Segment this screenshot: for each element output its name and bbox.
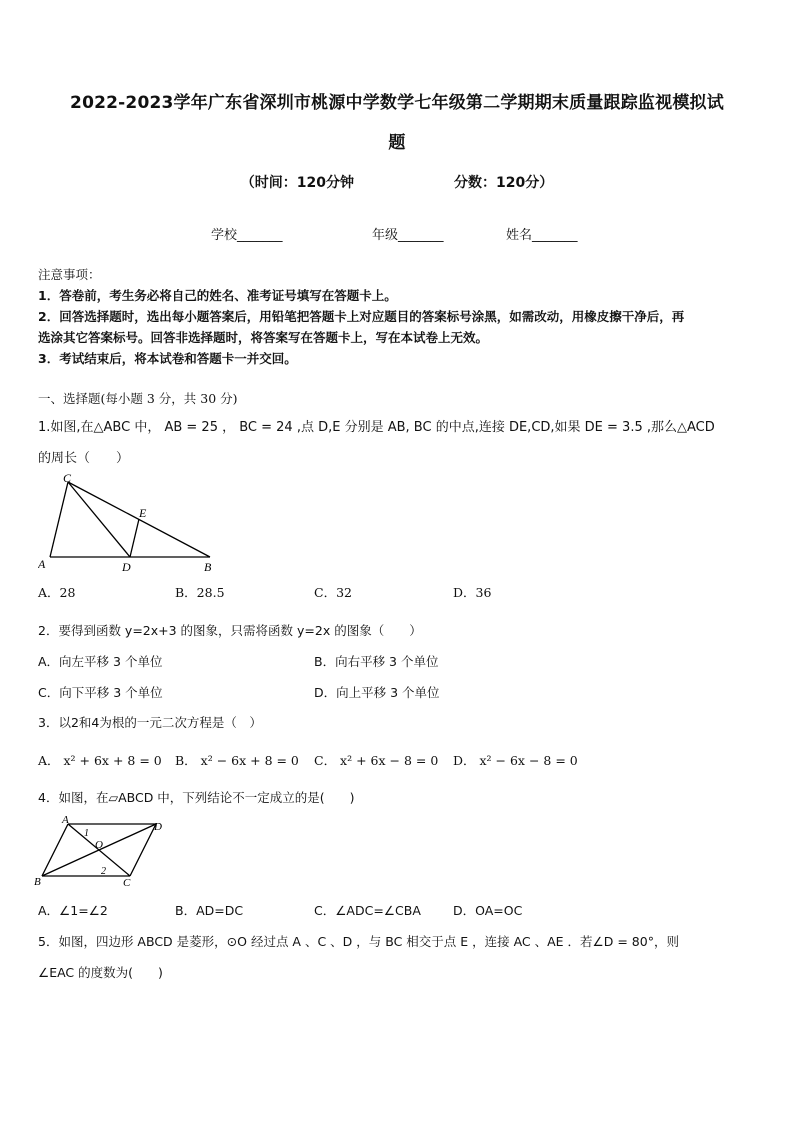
- segment-ac: [50, 482, 68, 557]
- q3-option-a[interactable]: A． x² + 6x + 8 = 0: [38, 753, 162, 768]
- label-a: A: [38, 557, 46, 571]
- q1-triangle-figure: [38, 470, 228, 575]
- q1-stem-line2: 的周长（ ）: [38, 451, 130, 466]
- label-e: E: [139, 506, 147, 520]
- q4-option-a[interactable]: A．∠1=∠2: [38, 903, 108, 918]
- q1-option-c[interactable]: C．32: [314, 585, 352, 600]
- label-c: C: [123, 877, 131, 889]
- q5-stem-line1: 5．如图，四边形 ABCD 是菱形，⊙O 经过点 A 、C 、D ，与 BC 相交于点 E ，连接 AC 、AE ．若∠D = 80°，则: [38, 934, 679, 949]
- segment-ab: [42, 824, 68, 876]
- q4-option-d[interactable]: D．OA=OC: [453, 903, 523, 918]
- q2-option-c[interactable]: C．向下平移 3 个单位: [38, 685, 163, 700]
- note-2-line1: 2．回答选择题时，选出每小题答案后，用铅笔把答题卡上对应题目的答案标号涂黑，如需改动，用橡皮擦干净后，再: [38, 309, 685, 324]
- q4-option-c[interactable]: C．∠ADC=∠CBA: [314, 903, 421, 918]
- section-1-heading: 一、选择题(每小题 3 分，共 30 分): [38, 391, 238, 406]
- total-score: 分数：120分）: [454, 175, 554, 191]
- q4-parallelogram-figure: [34, 812, 174, 892]
- label-a: A: [62, 814, 69, 826]
- label-b: B: [34, 876, 41, 888]
- time-limit: （时间：120分钟: [240, 175, 354, 191]
- note-3: 3．考试结束后，将本试卷和答题卡一并交回。: [38, 351, 297, 366]
- segment-de: [130, 519, 139, 557]
- grade-field: 年级_______: [372, 228, 444, 243]
- q4-stem: 4．如图，在▱ABCD 中，下列结论不一定成立的是( ): [38, 790, 355, 805]
- q2-stem: 2．要得到函数 y=2x+3 的图象，只需将函数 y=2x 的图象（ ）: [38, 623, 422, 638]
- note-2-line2: 选涂其它答案标号。回答非选择题时，将答案写在答题卡上，写在本试卷上无效。: [38, 330, 489, 345]
- q3-option-b[interactable]: B． x² − 6x + 8 = 0: [175, 753, 299, 768]
- exam-title-line1: 2022-2023学年广东省深圳市桃源中学数学七年级第二学期期末质量跟踪监视模拟试: [70, 93, 724, 113]
- q1-stem-line1: 1.如图,在△ABC 中， AB = 25 ， BC = 24 ,点 D,E 分别是 AB, BC 的中点,连接 DE,CD,如果 DE = 3.5 ,那么△ACD: [38, 420, 715, 435]
- q2-option-b[interactable]: B．向右平移 3 个单位: [314, 654, 439, 669]
- q1-option-a[interactable]: A．28: [38, 585, 76, 600]
- exam-subtitle: [0, 172, 794, 192]
- q3-option-d[interactable]: D． x² − 6x − 8 = 0: [453, 753, 578, 768]
- name-field: 姓名_______: [506, 228, 578, 243]
- label-c: C: [63, 471, 72, 485]
- angle-2-label: 2: [101, 866, 106, 877]
- label-b: B: [204, 560, 212, 574]
- notes-heading: 注意事项：: [38, 267, 101, 282]
- label-d: D: [122, 560, 131, 574]
- note-1: 1．答卷前，考生务必将自己的姓名、准考证号填写在答题卡上。: [38, 288, 397, 303]
- q4-option-b[interactable]: B．AD=DC: [175, 903, 244, 918]
- segment-cd: [68, 482, 130, 557]
- segment-dc: [130, 824, 156, 876]
- q3-stem: 3．以2和4为根的一元二次方程是（ ）: [38, 715, 262, 730]
- q1-option-b[interactable]: B．28.5: [175, 585, 225, 600]
- angle-1-label: 1: [84, 828, 89, 839]
- q3-option-c[interactable]: C． x² + 6x − 8 = 0: [314, 753, 439, 768]
- label-o: O: [95, 839, 103, 851]
- q1-option-d[interactable]: D．36: [453, 585, 492, 600]
- exam-title-line2: 题: [388, 133, 406, 153]
- q5-stem-line2: ∠EAC 的度数为( ): [38, 965, 163, 980]
- q2-option-a[interactable]: A．向左平移 3 个单位: [38, 654, 163, 669]
- label-d: D: [154, 821, 162, 833]
- q2-option-d[interactable]: D．向上平移 3 个单位: [314, 685, 440, 700]
- school-field: 学校_______: [211, 228, 283, 243]
